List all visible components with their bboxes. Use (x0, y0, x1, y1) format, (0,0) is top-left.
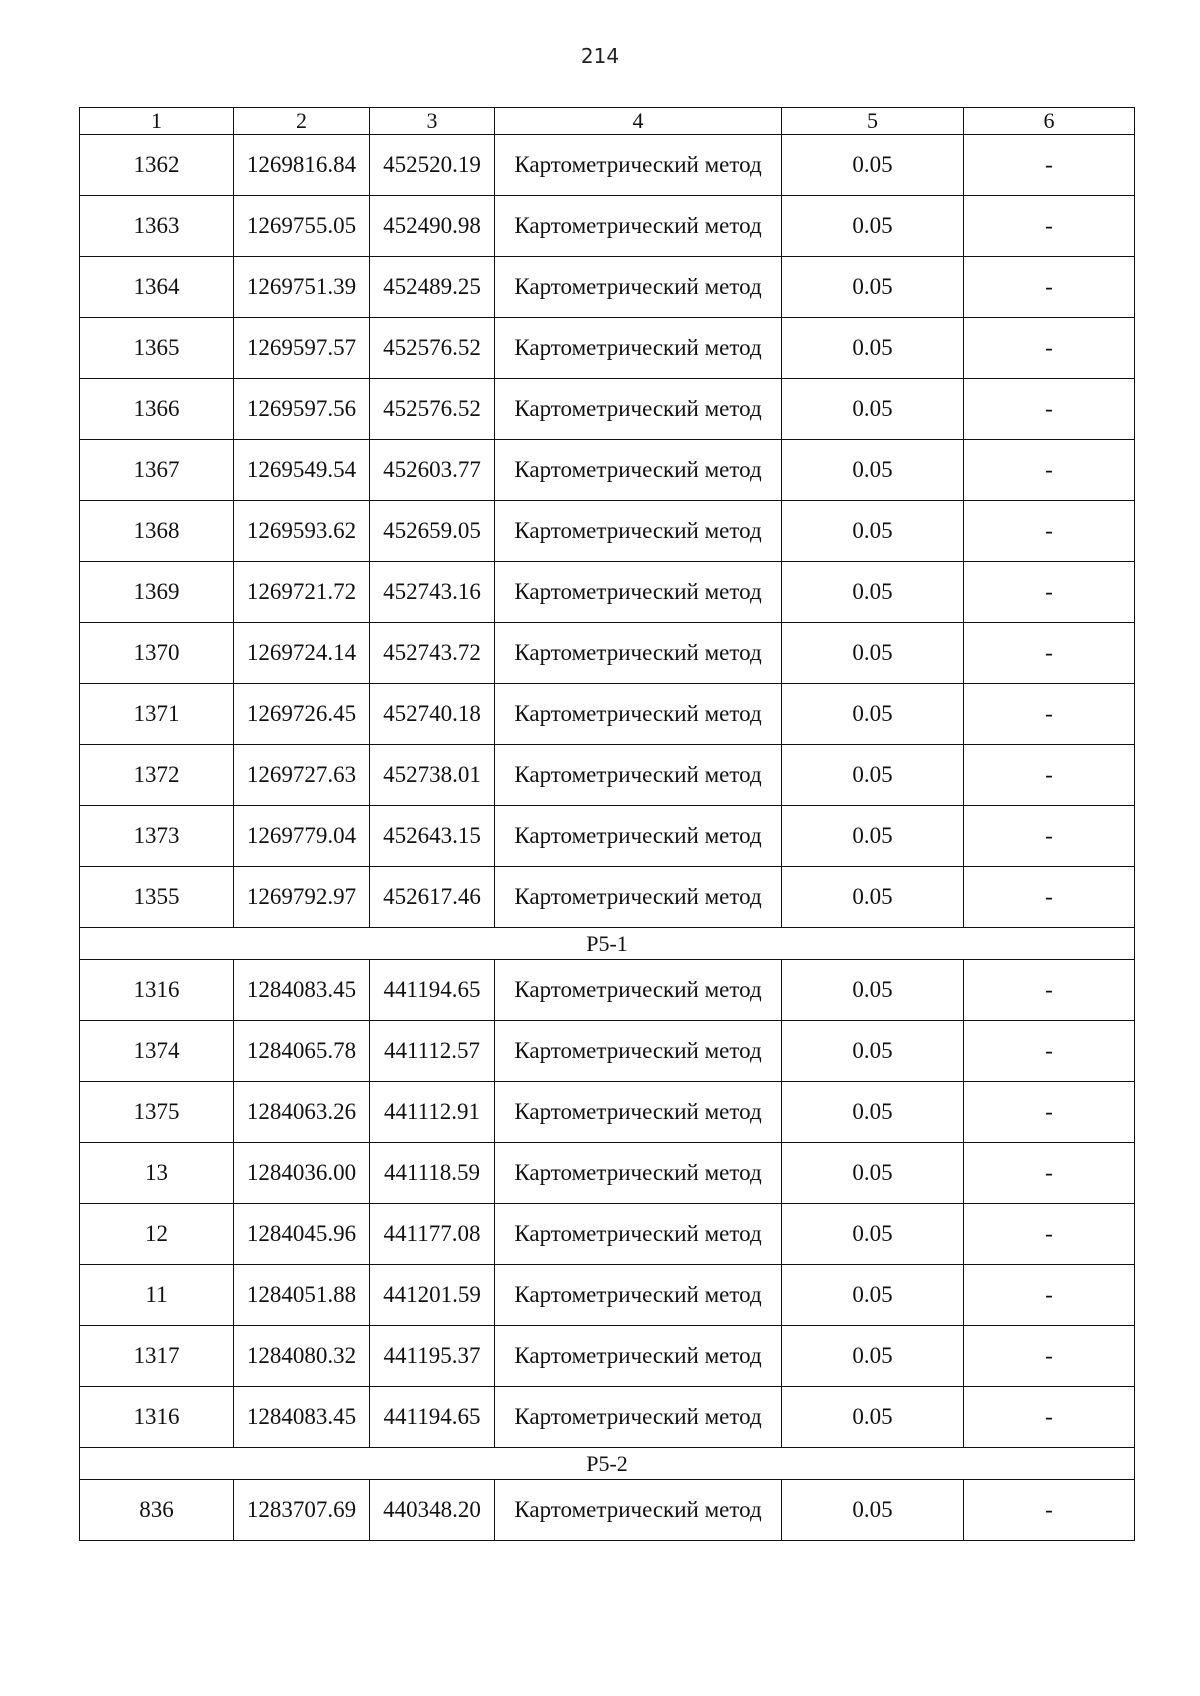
accuracy-cell: 0.05 (782, 1387, 964, 1448)
table-row (80, 960, 1135, 1021)
accuracy-cell: 0.05 (782, 1204, 964, 1265)
table-row (80, 684, 1135, 745)
description-cell: - (964, 623, 1135, 684)
section-label: P5-2 (80, 1448, 1135, 1480)
table-row (80, 135, 1135, 196)
table-row (80, 623, 1135, 684)
point-number-cell: 12 (80, 1204, 234, 1265)
point-number-cell: 1362 (80, 135, 234, 196)
description-cell: - (964, 1021, 1135, 1082)
accuracy-cell: 0.05 (782, 1143, 964, 1204)
method-cell: Картометрический метод (495, 1480, 782, 1541)
accuracy-cell: 0.05 (782, 562, 964, 623)
description-cell: - (964, 379, 1135, 440)
method-cell: Картометрический метод (495, 1265, 782, 1326)
method-cell: Картометрический метод (495, 1082, 782, 1143)
description-cell: - (964, 1204, 1135, 1265)
description-cell: - (964, 196, 1135, 257)
y-coordinate-cell: 452617.46 (370, 867, 495, 928)
table-row (80, 562, 1135, 623)
y-coordinate-cell: 441195.37 (370, 1326, 495, 1387)
x-coordinate-cell: 1284036.00 (234, 1143, 370, 1204)
table-body (80, 135, 1135, 1541)
description-cell: - (964, 960, 1135, 1021)
accuracy-cell: 0.05 (782, 501, 964, 562)
table-row (80, 196, 1135, 257)
table-row (80, 1480, 1135, 1541)
method-cell: Картометрический метод (495, 257, 782, 318)
x-coordinate-cell: 1269597.57 (234, 318, 370, 379)
y-coordinate-cell: 452603.77 (370, 440, 495, 501)
accuracy-cell: 0.05 (782, 960, 964, 1021)
point-number-cell: 1367 (80, 440, 234, 501)
point-number-cell: 836 (80, 1480, 234, 1541)
method-cell: Картометрический метод (495, 1387, 782, 1448)
method-cell: Картометрический метод (495, 1021, 782, 1082)
table-row (80, 867, 1135, 928)
point-number-cell: 1355 (80, 867, 234, 928)
column-header: 1 (80, 108, 234, 135)
column-header: 4 (495, 108, 782, 135)
accuracy-cell: 0.05 (782, 440, 964, 501)
description-cell: - (964, 867, 1135, 928)
point-number-cell: 1366 (80, 379, 234, 440)
description-cell: - (964, 440, 1135, 501)
point-number-cell: 1372 (80, 745, 234, 806)
accuracy-cell: 0.05 (782, 196, 964, 257)
description-cell: - (964, 806, 1135, 867)
accuracy-cell: 0.05 (782, 1480, 964, 1541)
description-cell: - (964, 562, 1135, 623)
accuracy-cell: 0.05 (782, 1082, 964, 1143)
x-coordinate-cell: 1284051.88 (234, 1265, 370, 1326)
point-number-cell: 11 (80, 1265, 234, 1326)
description-cell: - (964, 1143, 1135, 1204)
table-row (80, 1387, 1135, 1448)
x-coordinate-cell: 1269549.54 (234, 440, 370, 501)
y-coordinate-cell: 452576.52 (370, 318, 495, 379)
accuracy-cell: 0.05 (782, 806, 964, 867)
accuracy-cell: 0.05 (782, 745, 964, 806)
y-coordinate-cell: 452738.01 (370, 745, 495, 806)
point-number-cell: 1373 (80, 806, 234, 867)
coordinates-table (79, 107, 1135, 1541)
section-row (80, 928, 1135, 960)
description-cell: - (964, 1265, 1135, 1326)
description-cell: - (964, 1387, 1135, 1448)
y-coordinate-cell: 441118.59 (370, 1143, 495, 1204)
y-coordinate-cell: 452743.72 (370, 623, 495, 684)
method-cell: Картометрический метод (495, 1204, 782, 1265)
accuracy-cell: 0.05 (782, 379, 964, 440)
method-cell: Картометрический метод (495, 318, 782, 379)
method-cell: Картометрический метод (495, 1143, 782, 1204)
table-row (80, 806, 1135, 867)
point-number-cell: 1374 (80, 1021, 234, 1082)
x-coordinate-cell: 1269755.05 (234, 196, 370, 257)
y-coordinate-cell: 441194.65 (370, 960, 495, 1021)
method-cell: Картометрический метод (495, 135, 782, 196)
x-coordinate-cell: 1284080.32 (234, 1326, 370, 1387)
accuracy-cell: 0.05 (782, 1326, 964, 1387)
x-coordinate-cell: 1269792.97 (234, 867, 370, 928)
method-cell: Картометрический метод (495, 379, 782, 440)
point-number-cell: 1316 (80, 1387, 234, 1448)
header-row (80, 108, 1135, 135)
point-number-cell: 1363 (80, 196, 234, 257)
column-header: 2 (234, 108, 370, 135)
accuracy-cell: 0.05 (782, 684, 964, 745)
y-coordinate-cell: 452743.16 (370, 562, 495, 623)
point-number-cell: 1317 (80, 1326, 234, 1387)
y-coordinate-cell: 452659.05 (370, 501, 495, 562)
x-coordinate-cell: 1269724.14 (234, 623, 370, 684)
table-row (80, 257, 1135, 318)
table-row (80, 1021, 1135, 1082)
y-coordinate-cell: 452576.52 (370, 379, 495, 440)
y-coordinate-cell: 452740.18 (370, 684, 495, 745)
y-coordinate-cell: 441201.59 (370, 1265, 495, 1326)
description-cell: - (964, 257, 1135, 318)
y-coordinate-cell: 441112.57 (370, 1021, 495, 1082)
table-row (80, 1265, 1135, 1326)
table-row (80, 501, 1135, 562)
y-coordinate-cell: 452489.25 (370, 257, 495, 318)
y-coordinate-cell: 452643.15 (370, 806, 495, 867)
point-number-cell: 1375 (80, 1082, 234, 1143)
table-row (80, 440, 1135, 501)
description-cell: - (964, 135, 1135, 196)
method-cell: Картометрический метод (495, 440, 782, 501)
column-header: 5 (782, 108, 964, 135)
column-header: 3 (370, 108, 495, 135)
accuracy-cell: 0.05 (782, 1265, 964, 1326)
description-cell: - (964, 1480, 1135, 1541)
method-cell: Картометрический метод (495, 1326, 782, 1387)
x-coordinate-cell: 1269779.04 (234, 806, 370, 867)
description-cell: - (964, 1326, 1135, 1387)
y-coordinate-cell: 440348.20 (370, 1480, 495, 1541)
column-header: 6 (964, 108, 1135, 135)
method-cell: Картометрический метод (495, 867, 782, 928)
point-number-cell: 1316 (80, 960, 234, 1021)
x-coordinate-cell: 1284083.45 (234, 1387, 370, 1448)
x-coordinate-cell: 1284083.45 (234, 960, 370, 1021)
method-cell: Картометрический метод (495, 623, 782, 684)
page-number: 214 (580, 44, 620, 68)
y-coordinate-cell: 452490.98 (370, 196, 495, 257)
x-coordinate-cell: 1269593.62 (234, 501, 370, 562)
description-cell: - (964, 745, 1135, 806)
description-cell: - (964, 1082, 1135, 1143)
point-number-cell: 1364 (80, 257, 234, 318)
x-coordinate-cell: 1269751.39 (234, 257, 370, 318)
accuracy-cell: 0.05 (782, 318, 964, 379)
table-row (80, 379, 1135, 440)
table-row (80, 745, 1135, 806)
accuracy-cell: 0.05 (782, 867, 964, 928)
y-coordinate-cell: 441112.91 (370, 1082, 495, 1143)
point-number-cell: 1368 (80, 501, 234, 562)
method-cell: Картометрический метод (495, 501, 782, 562)
accuracy-cell: 0.05 (782, 1021, 964, 1082)
table-row (80, 1143, 1135, 1204)
x-coordinate-cell: 1269597.56 (234, 379, 370, 440)
method-cell: Картометрический метод (495, 960, 782, 1021)
description-cell: - (964, 501, 1135, 562)
point-number-cell: 1371 (80, 684, 234, 745)
x-coordinate-cell: 1284063.26 (234, 1082, 370, 1143)
section-label: P5-1 (80, 928, 1135, 960)
table-row (80, 1082, 1135, 1143)
method-cell: Картометрический метод (495, 684, 782, 745)
method-cell: Картометрический метод (495, 562, 782, 623)
section-row (80, 1448, 1135, 1480)
accuracy-cell: 0.05 (782, 257, 964, 318)
y-coordinate-cell: 441177.08 (370, 1204, 495, 1265)
accuracy-cell: 0.05 (782, 135, 964, 196)
point-number-cell: 1365 (80, 318, 234, 379)
description-cell: - (964, 684, 1135, 745)
x-coordinate-cell: 1269816.84 (234, 135, 370, 196)
x-coordinate-cell: 1284045.96 (234, 1204, 370, 1265)
y-coordinate-cell: 452520.19 (370, 135, 495, 196)
x-coordinate-cell: 1269721.72 (234, 562, 370, 623)
table-row (80, 318, 1135, 379)
y-coordinate-cell: 441194.65 (370, 1387, 495, 1448)
x-coordinate-cell: 1269727.63 (234, 745, 370, 806)
method-cell: Картометрический метод (495, 806, 782, 867)
point-number-cell: 1369 (80, 562, 234, 623)
x-coordinate-cell: 1284065.78 (234, 1021, 370, 1082)
x-coordinate-cell: 1269726.45 (234, 684, 370, 745)
point-number-cell: 13 (80, 1143, 234, 1204)
description-cell: - (964, 318, 1135, 379)
x-coordinate-cell: 1283707.69 (234, 1480, 370, 1541)
accuracy-cell: 0.05 (782, 623, 964, 684)
method-cell: Картометрический метод (495, 745, 782, 806)
table-row (80, 1204, 1135, 1265)
table-row (80, 1326, 1135, 1387)
point-number-cell: 1370 (80, 623, 234, 684)
method-cell: Картометрический метод (495, 196, 782, 257)
